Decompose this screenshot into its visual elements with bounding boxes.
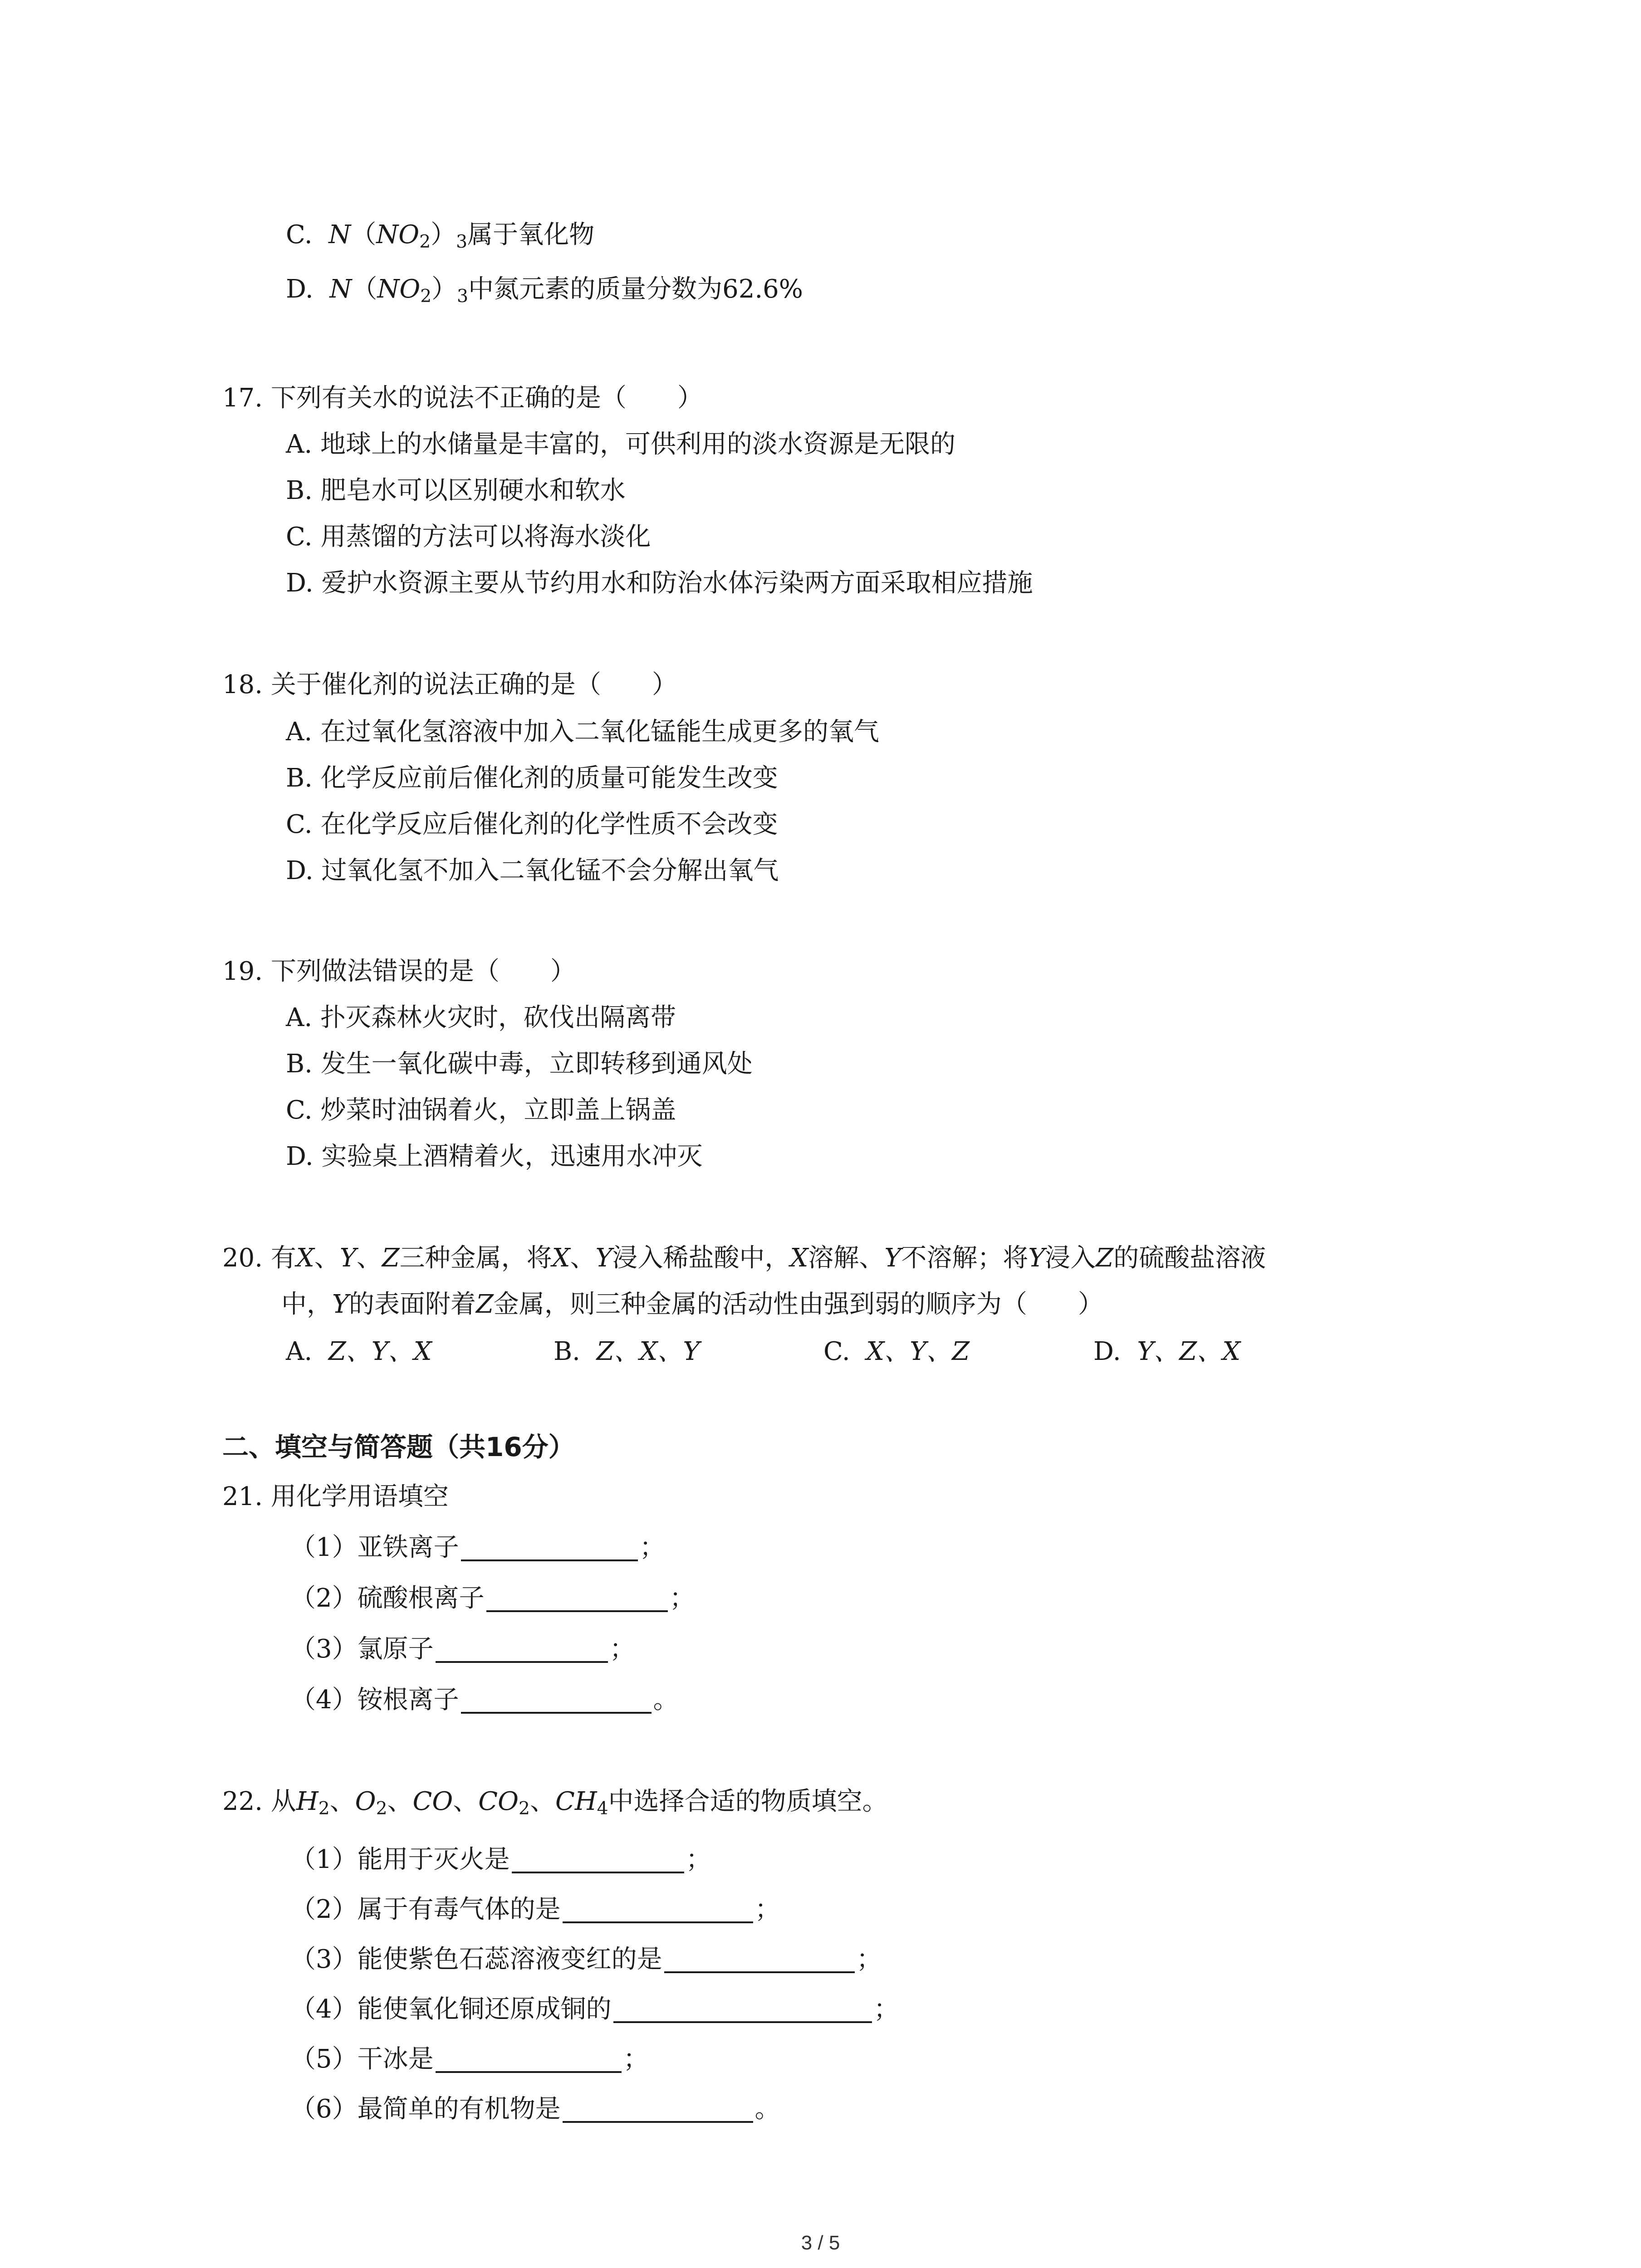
answer-blank[interactable] xyxy=(613,1996,872,2023)
q17-stem: 17. 下列有关水的说法不正确的是（ ） xyxy=(222,383,703,413)
q22-item-1: （1）能用于灭火是 ； xyxy=(290,1845,711,1874)
answer-blank[interactable] xyxy=(461,1534,638,1561)
q20-option-b: B. Z、X、Y xyxy=(554,1337,700,1366)
q21-item-1: （1）亚铁离子 ； xyxy=(290,1533,665,1562)
q22-item-4: （4）能使氧化铜还原成铜的 ； xyxy=(290,1994,899,2024)
q22-item-3: （3）能使紫色石蕊溶液变红的是 ； xyxy=(290,1945,882,1974)
q18-option-b: B. 化学反应前后催化剂的质量可能发生改变 xyxy=(286,763,778,793)
q22-item-5: （5）干冰是 ； xyxy=(290,2044,649,2074)
q19-stem: 19. 下列做法错误的是（ ） xyxy=(222,957,576,986)
q21-item-3: （3）氯原子 ； xyxy=(290,1634,635,1664)
q19-option-a: A. 扑灭森林火灾时，砍伐出隔离带 xyxy=(286,1003,676,1032)
answer-blank[interactable] xyxy=(436,1636,608,1663)
q17-option-b: B. 肥皂水可以区别硬水和软水 xyxy=(286,476,626,505)
q22-item-6: （6）最简单的有机物是 。 xyxy=(290,2094,780,2124)
q18-option-a: A. 在过氧化氢溶液中加入二氧化锰能生成更多的氧气 xyxy=(286,717,880,747)
q17-option-d: D. 爱护水资源主要从节约用水和防治水体污染两方面采取相应措施 xyxy=(286,568,1033,598)
q19-option-d: D. 实验桌上酒精着火，迅速用水冲灭 xyxy=(286,1142,703,1171)
q16-option-c: C. $N(NO_2)_3$属于氧化物 xyxy=(286,220,595,252)
answer-blank[interactable] xyxy=(664,1946,855,1973)
answer-blank[interactable] xyxy=(436,2046,622,2073)
answer-blank[interactable] xyxy=(563,2096,753,2123)
q17-option-a: A. 地球上的水储量是丰富的，可供利用的淡水资源是无限的 xyxy=(286,430,956,459)
q18-stem: 18. 关于催化剂的说法正确的是（ ） xyxy=(222,670,677,699)
q22-stem: 22. 从$H_2$、$O_2$、CO、$CO_2$、$CH_4$中选择合适的物质填空。 xyxy=(222,1787,888,1819)
q17-option-c: C. 用蒸馏的方法可以将海水淡化 xyxy=(286,522,651,552)
q19-option-c: C. 炒菜时油锅着火，立即盖上锅盖 xyxy=(286,1095,676,1125)
q21-stem: 21. 用化学用语填空 xyxy=(222,1482,449,1511)
section-title: 二、填空与简答题（共16分） xyxy=(222,1432,575,1462)
q22-item-2: （2）属于有毒气体的是 ； xyxy=(290,1895,780,1924)
q20-stem: 20. 有X、Y、Z三种金属，将X、Y浸入稀盐酸中，X溶解、Y不溶解；将Y浸入Z的硫酸盐溶液 xyxy=(222,1243,1266,1273)
q21-item-2: （2）硫酸根离子 ； xyxy=(290,1584,695,1613)
q20-option-a: A. Z、Y、X xyxy=(286,1337,432,1366)
q18-option-c: C. 在化学反应后催化剂的化学性质不会改变 xyxy=(286,810,778,839)
answer-blank[interactable] xyxy=(512,1846,684,1873)
answer-blank[interactable] xyxy=(563,1896,753,1923)
q16-option-d: D. $N(NO_2)_3$中氮元素的质量分数为62.6% xyxy=(286,274,803,307)
q19-option-b: B. 发生一氧化碳中毒，立即转移到通风处 xyxy=(286,1049,753,1079)
page-number: 3 / 5 xyxy=(801,2232,840,2254)
answer-blank[interactable] xyxy=(461,1686,652,1714)
q18-option-d: D. 过氧化氢不加入二氧化锰不会分解出氧气 xyxy=(286,856,779,885)
answer-blank[interactable] xyxy=(486,1585,668,1612)
q20-option-d: D. Y、Z、X xyxy=(1093,1337,1241,1366)
q21-item-4: （4）铵根离子 。 xyxy=(290,1685,679,1715)
q20-stem-line2: 中，Y的表面附着Z金属，则三种金属的活动性由强到弱的顺序为（ ） xyxy=(281,1290,1103,1319)
q20-option-c: C. X、Y、Z xyxy=(823,1337,970,1366)
